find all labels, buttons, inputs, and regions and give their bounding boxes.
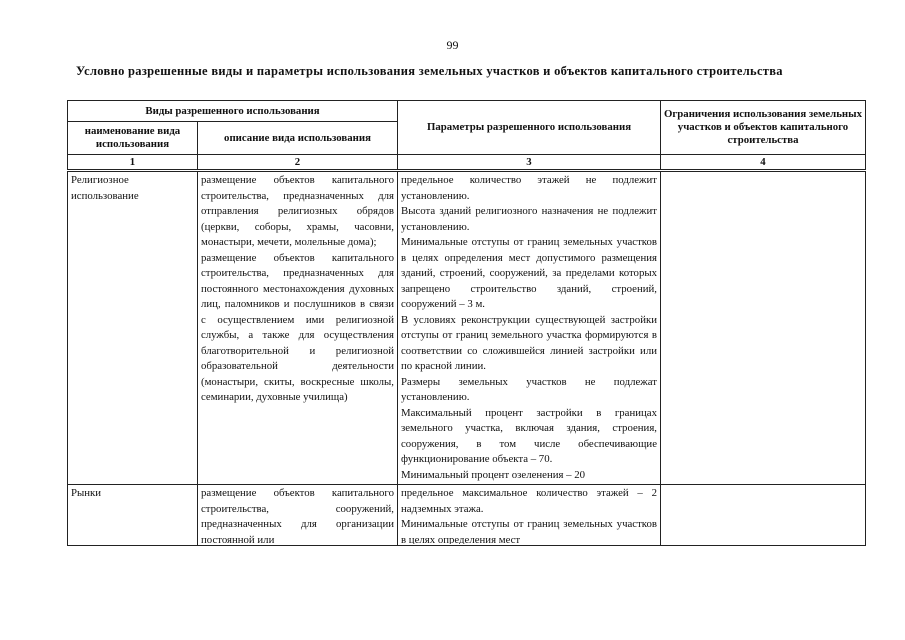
parameter-paragraph: Минимальный процент озеленения – 20 xyxy=(401,468,586,481)
document-title: Условно разрешенные виды и параметры использования земельных участков и объектов капитального строительства xyxy=(76,64,783,78)
column-number: 4 xyxy=(661,155,866,171)
limitations-cell xyxy=(661,485,866,546)
zoning-table xyxy=(67,100,866,546)
description-paragraph: размещение объектов капитального строительства, предназначенных для отправления религиозных обрядов (церкви, соборы, храмы, часовни, монастыри, мечети, молельные дома); xyxy=(201,174,394,248)
table-row xyxy=(68,485,866,546)
parameter-paragraph: предельное максимальное количество этажей – 2 надземных этажа. xyxy=(401,487,657,515)
description-paragraph: размещение объектов капитального строительства, сооружений, предназначенных для организации постоянной или xyxy=(201,487,394,544)
column-number: 2 xyxy=(198,155,398,171)
header-permitted-use-types: Виды разрешенного использования xyxy=(68,101,398,122)
parameters-cell xyxy=(398,171,661,485)
use-description-cell xyxy=(198,171,398,485)
parameter-paragraph: Минимальные отступы от границ земельных участков в целях определения мест xyxy=(401,518,657,544)
page-number: 99 xyxy=(446,38,459,52)
limitations-cell xyxy=(661,171,866,485)
header-use-name: наименование вида использования xyxy=(68,122,198,155)
column-number: 3 xyxy=(398,155,661,171)
description-paragraph: размещение объектов капитального строительства, предназначенных для постоянного местонахождения духовных лиц, паломников и послушников в связи с осуществлением ими религиозной службы, а также для осуществления благотворительной и религиозной образовательной деятельности (монастыри, скиты, воскресные школы, семинарии, духовные училища) xyxy=(201,251,394,403)
use-name-cell: Рынки xyxy=(68,485,198,546)
parameter-paragraph: Максимальный процент застройки в границах земельного участка, включая здания, строения, сооружения, в том числе обеспечивающие функционирование объекта – 70. xyxy=(401,406,657,465)
parameters-cell xyxy=(398,485,661,546)
header-parameters: Параметры разрешенного использования xyxy=(398,101,661,155)
parameter-paragraph: Размеры земельных участков не подлежат установлению. xyxy=(401,375,657,403)
table-row xyxy=(68,171,866,485)
column-number: 1 xyxy=(68,155,198,171)
parameter-paragraph: предельное количество этажей не подлежит установлению. xyxy=(401,174,657,202)
use-description-cell xyxy=(198,485,398,546)
parameter-paragraph: В условиях реконструкции существующей застройки отступы от границ земельного участка формируются в соответствии со сложившейся линией застройки или по красной линии. xyxy=(401,313,657,372)
use-name-cell: Религиозное использование xyxy=(68,171,198,485)
header-use-description: описание вида использования xyxy=(198,122,398,155)
parameter-paragraph: Минимальные отступы от границ земельных участков в целях определения мест допустимого размещения зданий, строений, сооружений, за пределами которых запрещено строительство зданий, строений, сооружений – 3 м. xyxy=(401,236,657,310)
header-limitations: Ограничения использования земельных участков и объектов капитального строительства xyxy=(661,101,866,155)
parameter-paragraph: Высота зданий религиозного назначения не подлежит установлению. xyxy=(401,205,657,233)
